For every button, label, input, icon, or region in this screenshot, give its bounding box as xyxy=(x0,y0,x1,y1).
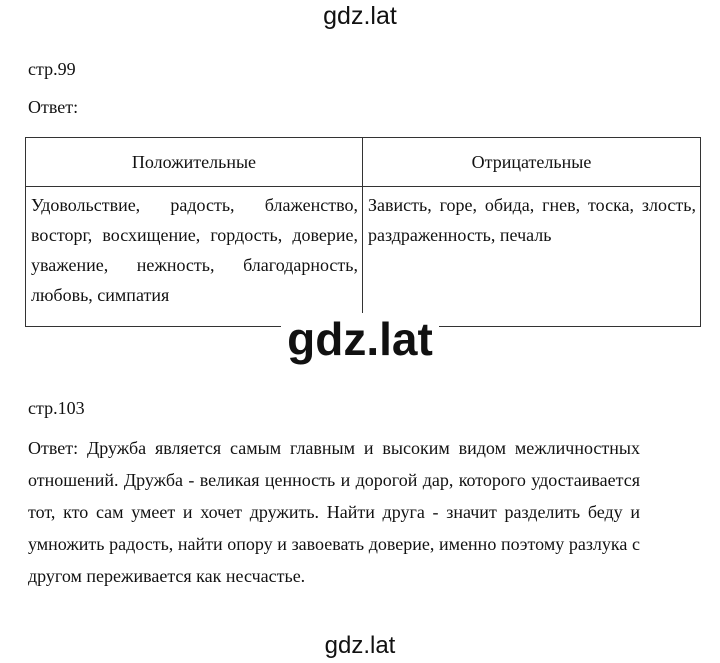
page-label-99: стр.99 xyxy=(28,59,76,79)
cell-negative-emotions: Зависть, горе, обида, гнев, тоска, злость, раздраженность, печаль xyxy=(363,187,701,327)
watermark-middle-text: gdz.lat xyxy=(281,313,439,365)
answer-paragraph-103: Ответ: Дружба является самым главным и высоким видом межличностных отношений. Дружба - великая ценность и дорогой дар, которого удостаивается тот, кто сам умеет и хочет дружить. Найти друга - значит разделить беду и умножить радость, найти опору и завоевать доверие, именно поэтому разлука с другом переживается как несчастье. xyxy=(28,438,640,586)
table-row xyxy=(26,187,701,327)
watermark-top: gdz.lat xyxy=(323,2,397,30)
watermark-bottom: gdz.lat xyxy=(324,632,396,659)
watermark-middle xyxy=(0,312,720,366)
header-negative: Отрицательные xyxy=(363,138,701,187)
cell-positive-emotions: Удовольствие, радость, блаженство, восторг, восхищение, гордость, доверие, уважение, нежность, благодарность, любовь, симпатия xyxy=(26,187,363,327)
answer-label-99: Ответ: xyxy=(28,97,79,117)
header-positive: Положительные xyxy=(26,138,363,187)
table-header-row xyxy=(26,138,701,187)
emotions-table xyxy=(25,137,701,327)
page-label-103: стр.103 xyxy=(28,398,85,418)
